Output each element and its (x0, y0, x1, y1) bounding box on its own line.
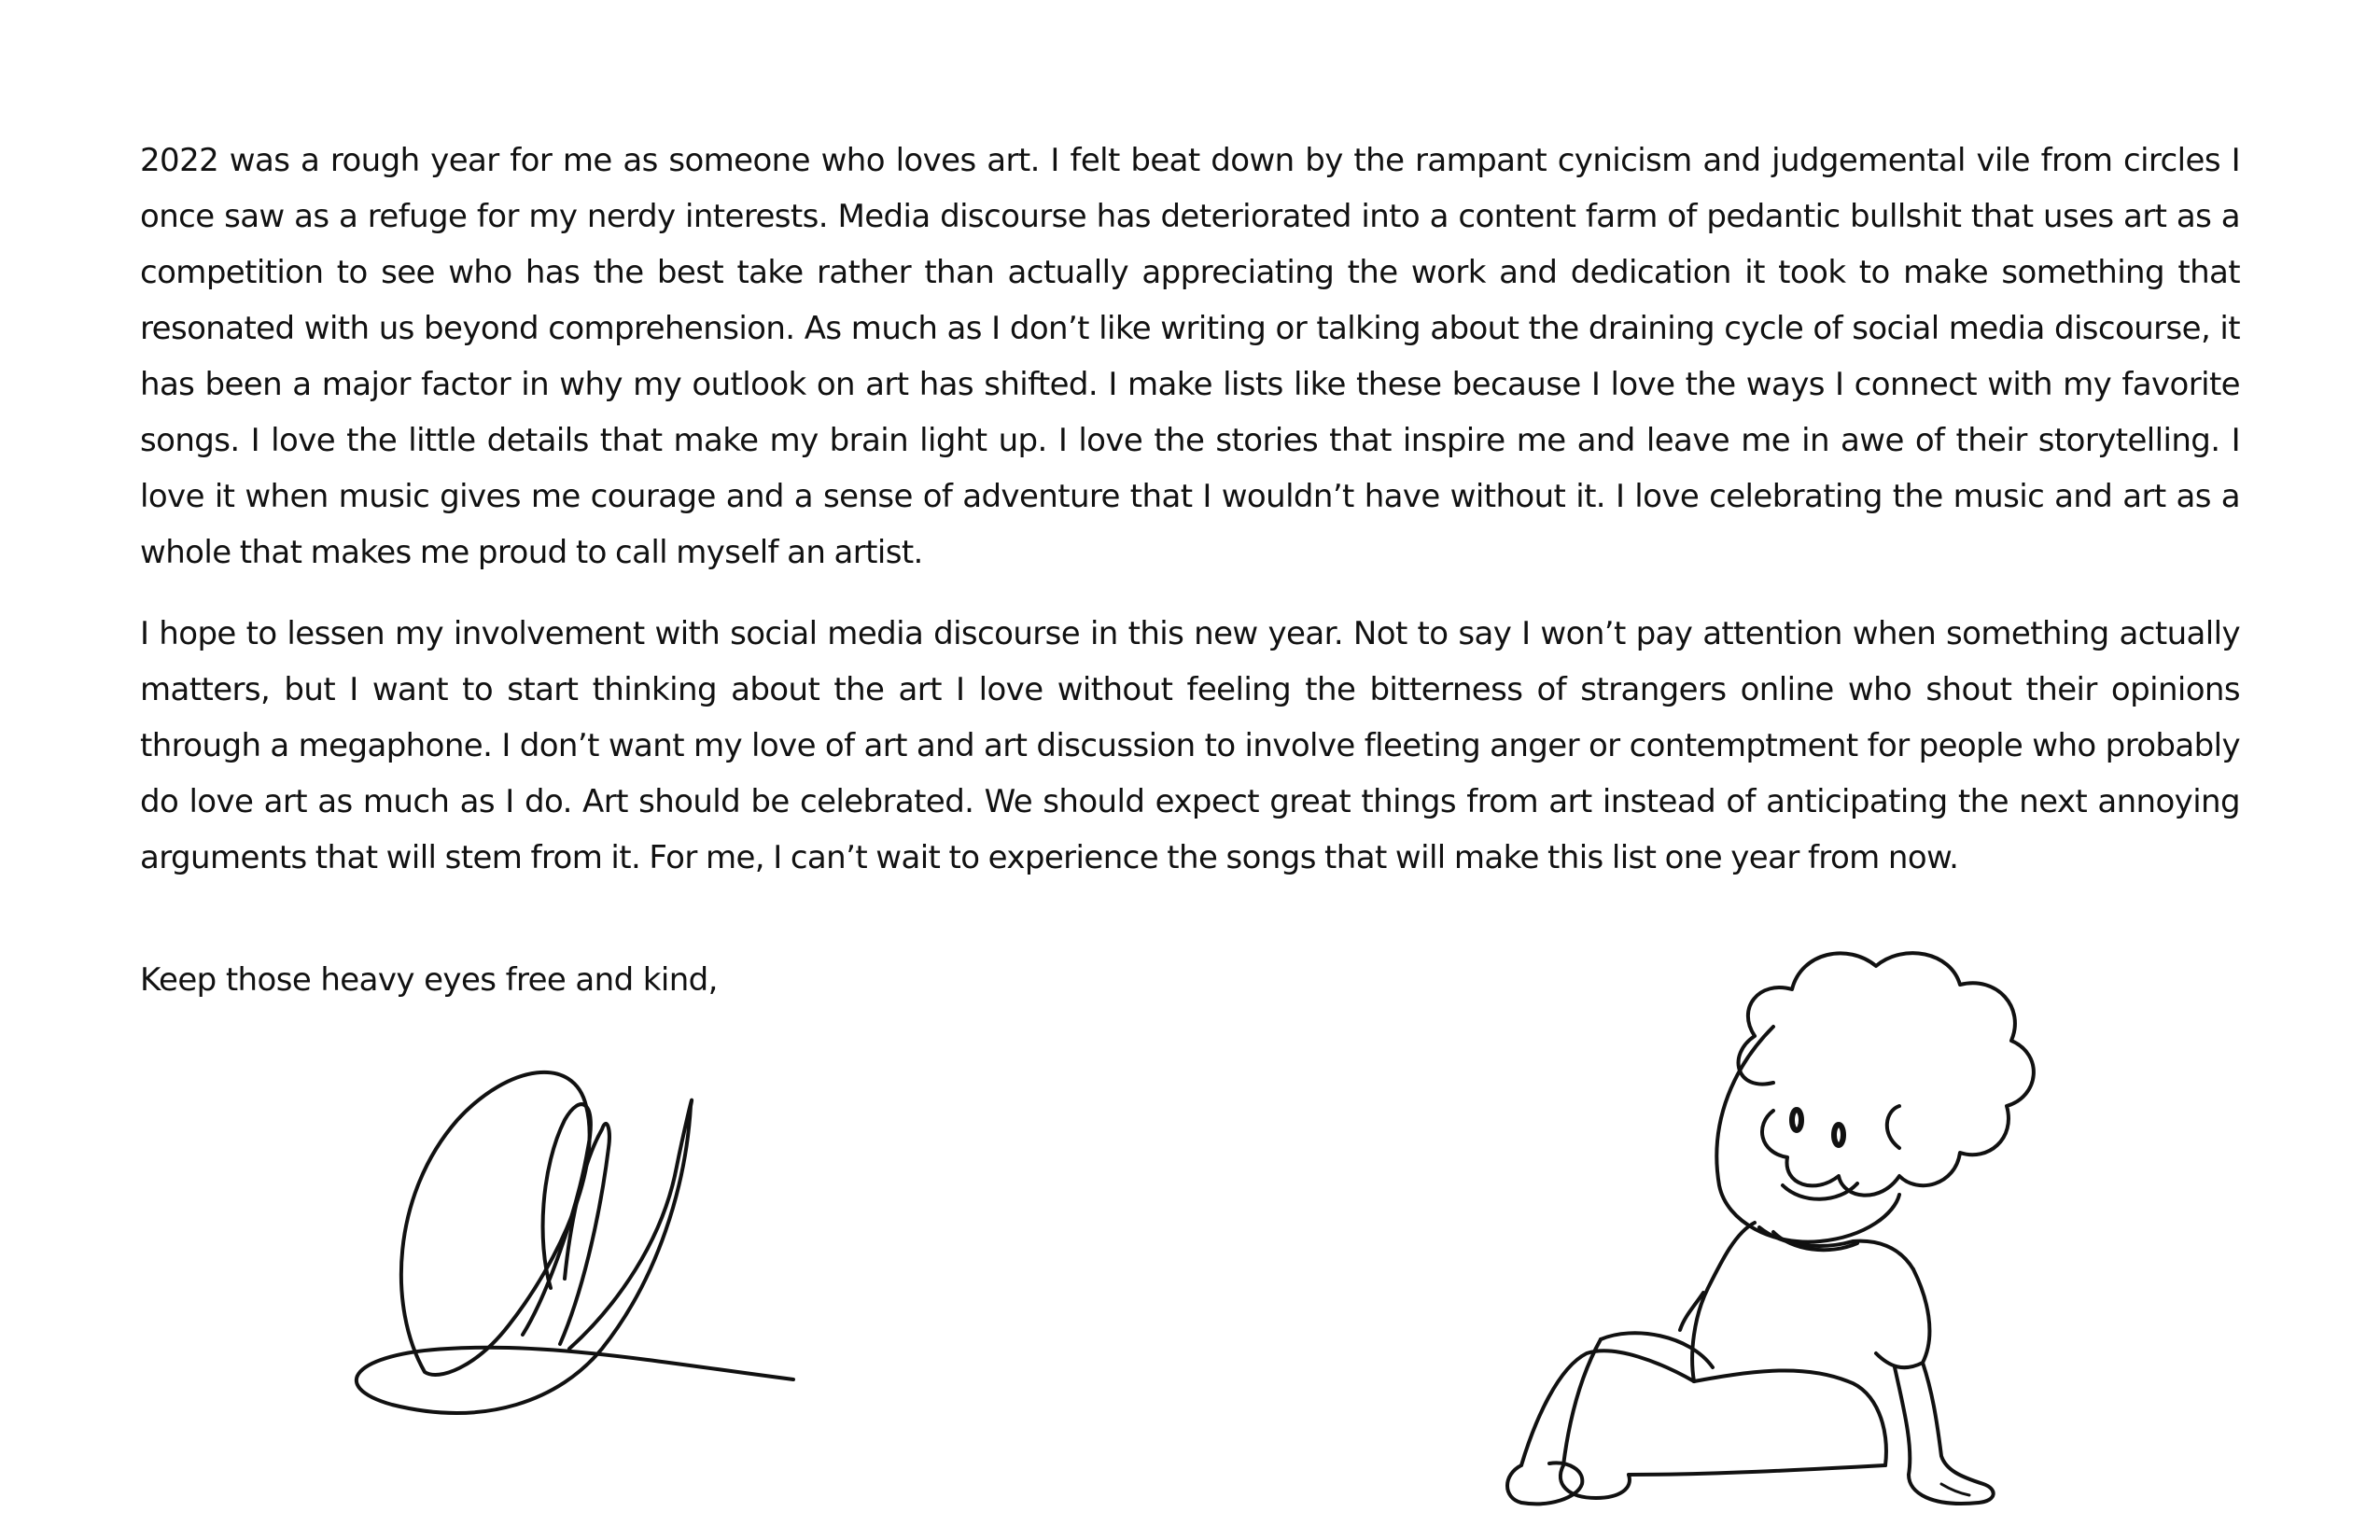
paragraph-1: 2022 was a rough year for me as someone who loves art. I felt beat down by the rampant cynicism and judgemental vile from circles I once saw as a refuge for my nerdy interests. Media discourse has deteriorated into a content farm of pedantic bullshit that uses art as a competition to see who has the best take rather than actually appreciating the work and dedication it took to make something that resonated with us beyond comprehension. As much as I don’t like writing or talking about the draining cycle of social media discourse, it has been a major factor in why my outlook on art has shifted. I make lists like these because I love the ways I connect with my favorite songs. I love the little details that make my brain light up. I love the stories that inspire me and leave me in awe of their storytelling. I love it when music gives me courage and a sense of adventure that I wouldn’t have without it. I love celebrating the music and art as a whole that makes me proud to call myself an artist. (140, 142, 2240, 571)
signature-drawing (336, 1027, 803, 1437)
character-drawing (1381, 924, 2100, 1531)
letter-signoff: Keep those heavy eyes free and kind, (140, 961, 718, 999)
letter-body (140, 133, 2240, 911)
paragraph-2: I hope to lessen my involvement with social media discourse in this new year. Not to say I won’t pay attention when something actually matters, but I want to start thinking about the art I love without feeling the bitterness of strangers online who shout their opinions through a megaphone. I don’t want my love of art and art discussion to involve fleeting anger or contemptment for people who probably do love art as much as I do. Art should be celebrated. We should expect great things from art instead of anticipating the next annoying arguments that will stem from it. For me, I can’t wait to experience the songs that will make this list one year from now. (140, 615, 2240, 876)
